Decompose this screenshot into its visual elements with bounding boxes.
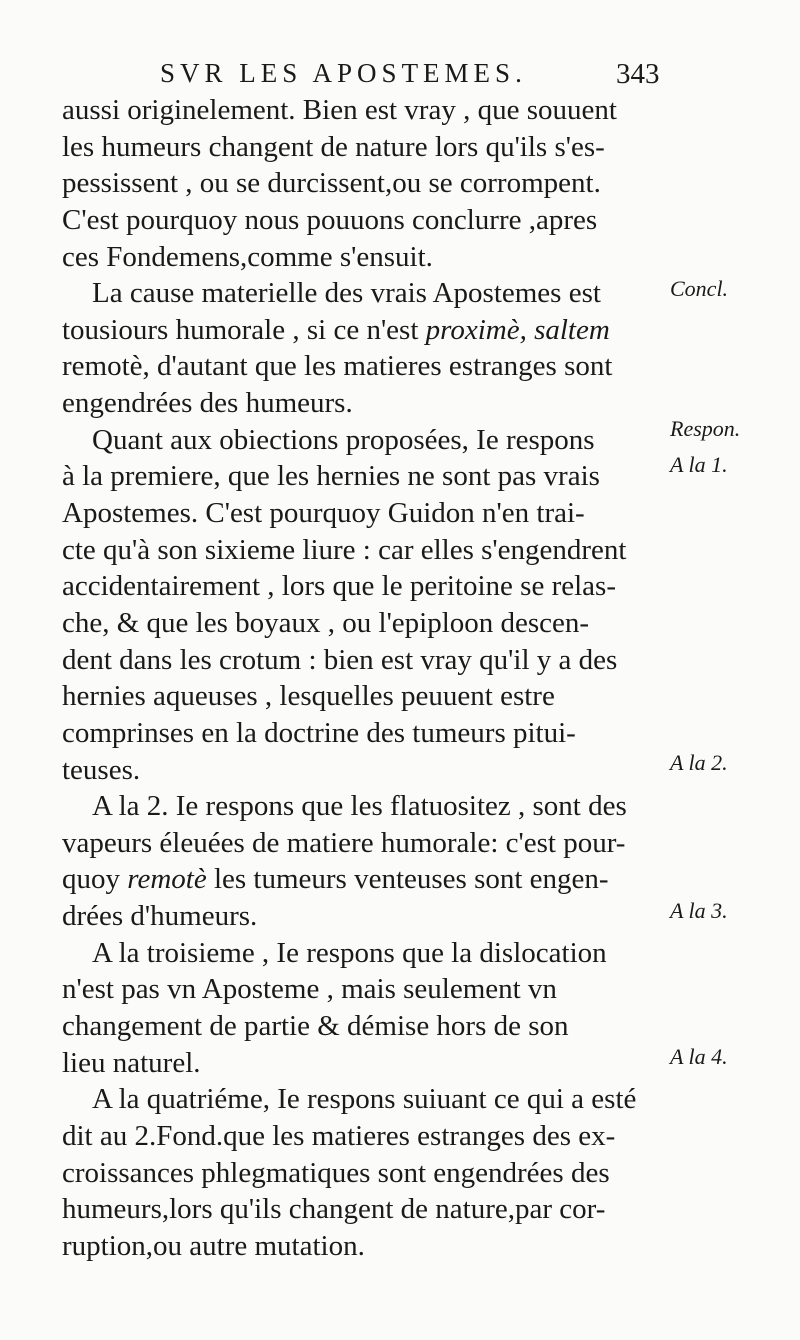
text-line: humeurs,lors qu'ils changent de nature,par cor-	[62, 1193, 606, 1226]
text-line: Quant aux obiections proposées, Ie respons	[92, 423, 595, 456]
text-line: hernies aqueuses , lesquelles peuuent estre	[62, 680, 555, 713]
text-line: cte qu'à son sixieme liure : car elles s'engendrent	[62, 533, 627, 566]
body-text	[62, 92, 672, 1265]
text-line: La cause materielle des vrais Apostemes est	[92, 277, 601, 310]
text-line: aussi originelement. Bien est vray , que souuent	[62, 94, 617, 126]
text-line: quoy remotè les tumeurs venteuses sont engen-	[62, 863, 609, 896]
text-line: dent dans les crotum : bien est vray qu'il y a des	[62, 643, 618, 676]
text-line: ruption,ou autre mutation.	[62, 1229, 365, 1262]
margin-note-a-la-3: A la 3.	[670, 898, 728, 923]
text-line: drées d'humeurs.	[62, 900, 258, 933]
text-line: C'est pourquoy nous pouuons conclurre ,apres	[62, 203, 598, 236]
page-number: 343	[616, 58, 660, 90]
margin-note-concl: Concl.	[670, 276, 729, 301]
text-line: n'est pas vn Aposteme , mais seulement vn	[62, 973, 557, 1006]
italic-remote: remotè	[127, 863, 207, 896]
margin-note-a-la-4: A la 4.	[670, 1044, 728, 1069]
running-title: SVR LES APOSTEMES.	[160, 58, 527, 88]
text-line: dit au 2.Fond.que les matieres estranges des ex-	[62, 1119, 616, 1152]
text-line: pessissent , ou se durcissent,ou se corrompent.	[62, 167, 601, 200]
text-line: accidentairement , lors que le peritoine se relas-	[62, 570, 616, 603]
text-line: à la premiere, que les hernies ne sont pas vrais	[62, 460, 600, 493]
margin-note-a-la-2: A la 2.	[670, 750, 728, 775]
italic-saltem: saltem	[534, 313, 610, 346]
text-line: vapeurs éleuées de matiere humorale: c'est pour-	[62, 826, 626, 859]
margin-note-a-la-1: A la 1.	[670, 452, 728, 477]
text-line: ces Fondemens,comme s'ensuit.	[62, 240, 433, 273]
text-line: A la 2. Ie respons que les flatuositez , sont des	[92, 790, 627, 823]
margin-note-respon: Respon.	[670, 416, 741, 441]
text-line: croissances phlegmatiques sont engendrées des	[62, 1156, 610, 1189]
text-line: remotè, d'autant que les matieres estranges sont	[62, 350, 613, 383]
text-line: A la quatriéme, Ie respons suiuant ce qui a esté	[92, 1083, 637, 1116]
text-line: les humeurs changent de nature lors qu'ils s'es-	[62, 130, 605, 163]
text-line: comprinses en la doctrine des tumeurs pitui-	[62, 716, 576, 749]
running-head	[160, 58, 660, 92]
text-line: che, & que les boyaux , ou l'epiploon descen-	[62, 606, 590, 639]
text-line: tousiours humorale , si ce n'est proximè, saltem	[62, 313, 610, 346]
text-line: teuses.	[62, 753, 141, 786]
text-line: lieu naturel.	[62, 1046, 201, 1079]
italic-proxime: proximè,	[425, 313, 527, 346]
text-line: changement de partie & démise hors de son	[62, 1010, 569, 1043]
text-line: engendrées des humeurs.	[62, 387, 353, 420]
text-line: A la troisieme , Ie respons que la dislocation	[92, 936, 607, 969]
text-line: Apostemes. C'est pourquoy Guidon n'en trai-	[62, 497, 585, 530]
